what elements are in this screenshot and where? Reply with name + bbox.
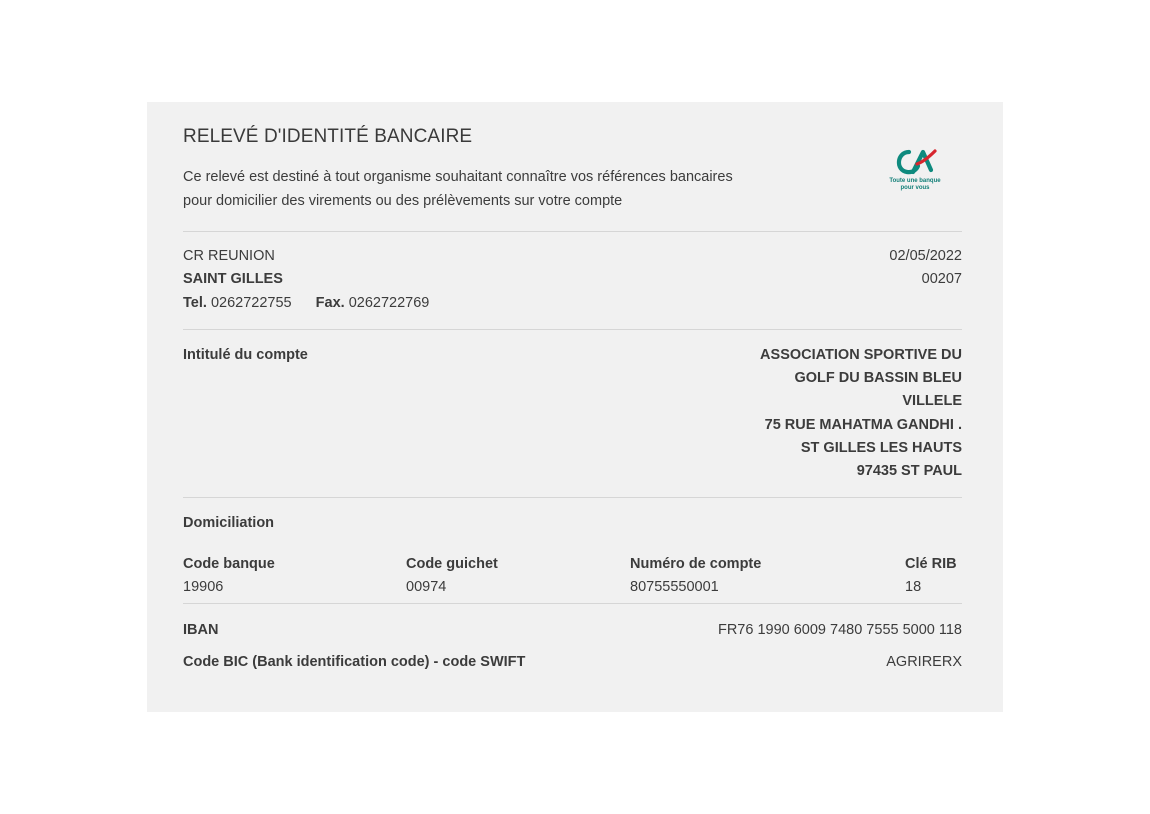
logo-tagline-line-1: Toute une banque bbox=[889, 178, 941, 184]
holder-line: ST GILLES LES HAUTS bbox=[800, 439, 962, 456]
holder-line: GOLF DU BASSIN BLEU bbox=[794, 370, 962, 387]
iban-label: IBAN bbox=[183, 622, 219, 638]
holder-line: VILLELE bbox=[902, 393, 962, 410]
bic-value: AGRIRERX bbox=[886, 654, 962, 670]
tel-value: 0262722755 bbox=[210, 295, 292, 311]
code-guichet-label: Code guichet bbox=[406, 556, 498, 572]
numero-compte-label: Numéro de compte bbox=[630, 556, 762, 572]
cle-rib-value: 18 bbox=[905, 579, 922, 595]
code-guichet-value: 00974 bbox=[406, 579, 447, 595]
numero-compte-column bbox=[630, 553, 761, 599]
divider bbox=[183, 603, 962, 604]
divider bbox=[183, 497, 962, 498]
code-banque-value: 19906 bbox=[183, 579, 224, 595]
agency-code: 00207 bbox=[921, 271, 962, 287]
numero-compte-value: 80755550001 bbox=[630, 579, 719, 595]
document-title: RELEVÉ D'IDENTITÉ BANCAIRE bbox=[183, 126, 473, 147]
agency-contact bbox=[183, 292, 429, 315]
holder-line: ASSOCIATION SPORTIVE DU bbox=[760, 347, 962, 363]
intro-line-1: Ce relevé est destiné à tout organisme souhaitant connaître vos références bancaires bbox=[183, 169, 733, 185]
tel-label: Tel. bbox=[183, 295, 207, 311]
domiciliation-label: Domiciliation bbox=[183, 515, 275, 531]
fax-value: 0262722769 bbox=[348, 295, 430, 311]
fax-label: Fax. bbox=[315, 295, 345, 311]
account-holder-address bbox=[760, 344, 962, 483]
iban-value: FR76 1990 6009 7480 7555 5000 118 bbox=[717, 622, 962, 638]
logo-tagline-line-2: pour vous bbox=[900, 185, 930, 191]
divider bbox=[183, 329, 962, 330]
agency-branch: SAINT GILLES bbox=[183, 271, 283, 287]
cle-rib-column bbox=[905, 553, 957, 599]
divider bbox=[183, 231, 962, 232]
logo-tagline bbox=[887, 178, 943, 192]
holder-line: 97435 ST PAUL bbox=[856, 463, 962, 480]
agency-network: CR REUNION bbox=[183, 248, 275, 264]
code-guichet-column bbox=[406, 553, 498, 599]
intro-line-2: pour domicilier des virements ou des prélèvements sur votre compte bbox=[183, 193, 623, 209]
document-date: 02/05/2022 bbox=[889, 248, 962, 264]
holder-line: 75 RUE MAHATMA GANDHI . bbox=[764, 416, 962, 433]
bic-label: Code BIC (Bank identification code) - code SWIFT bbox=[183, 654, 526, 670]
cle-rib-label: Clé RIB bbox=[905, 556, 957, 572]
code-banque-column bbox=[183, 553, 275, 599]
code-banque-label: Code banque bbox=[183, 556, 275, 572]
intro-text bbox=[183, 165, 873, 213]
rib-card bbox=[147, 102, 1003, 712]
account-label: Intitulé du compte bbox=[183, 347, 308, 363]
